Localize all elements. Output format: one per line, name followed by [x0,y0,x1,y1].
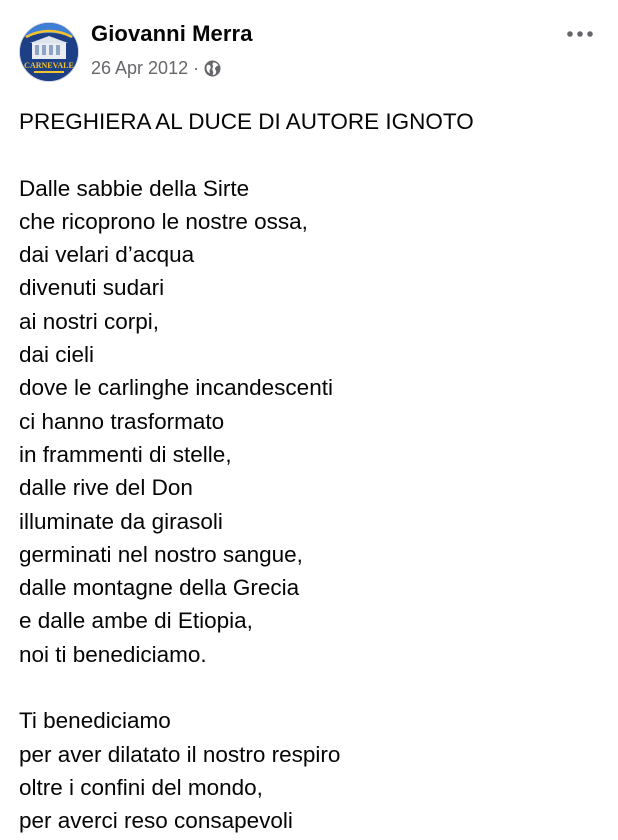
more-options-icon [567,31,593,37]
post-meta [91,58,221,79]
poem-line: Ti benediciamo [19,708,171,734]
poem-line: per aver dilatato il nostro respiro [19,741,341,767]
poem-line: per averci reso consapevoli [19,808,293,834]
poem-line: dai cieli [19,342,95,368]
poem-line: ci hanno trasformato [19,408,225,434]
avatar-logo [20,23,78,81]
meta-separator: · [193,58,200,78]
poem-line: divenuti sudari [19,275,165,301]
author-name[interactable]: Giovanni Merra [91,21,253,46]
avatar[interactable] [19,22,79,82]
poem-line: germinati nel nostro sangue, [19,541,303,567]
avatar-text: CARNEVALE [24,61,74,70]
poem-line: e dalle ambe di Etiopia, [19,608,253,634]
post-header [0,0,618,100]
poem-line: dai velari d’acqua [19,242,195,268]
poem-line: ai nostri corpi, [19,308,160,334]
poem-line: dalle rive del Don [19,475,193,501]
poem-stanza [19,704,604,837]
poem-stanza [19,172,604,671]
poem-line: Dalle sabbie della Sirte [19,175,250,201]
poem-line: in frammenti di stelle, [19,441,232,467]
more-options-button[interactable] [560,22,600,46]
poem-line: noi ti benediciamo. [19,641,207,667]
poem-title: PREGHIERA AL DUCE DI AUTORE IGNOTO [19,109,474,134]
globe-icon [204,60,221,77]
poem-line: oltre i confini del mondo, [19,774,263,800]
poem-line: illuminate da girasoli [19,508,223,534]
poem-line: dalle montagne della Grecia [19,575,300,601]
poem-line: dove le carlinghe incandescenti [19,375,333,401]
post-date[interactable]: 26 Apr 2012 [91,58,189,78]
post-text [19,105,604,838]
poem-line: che ricoprono le nostre ossa, [19,208,308,234]
